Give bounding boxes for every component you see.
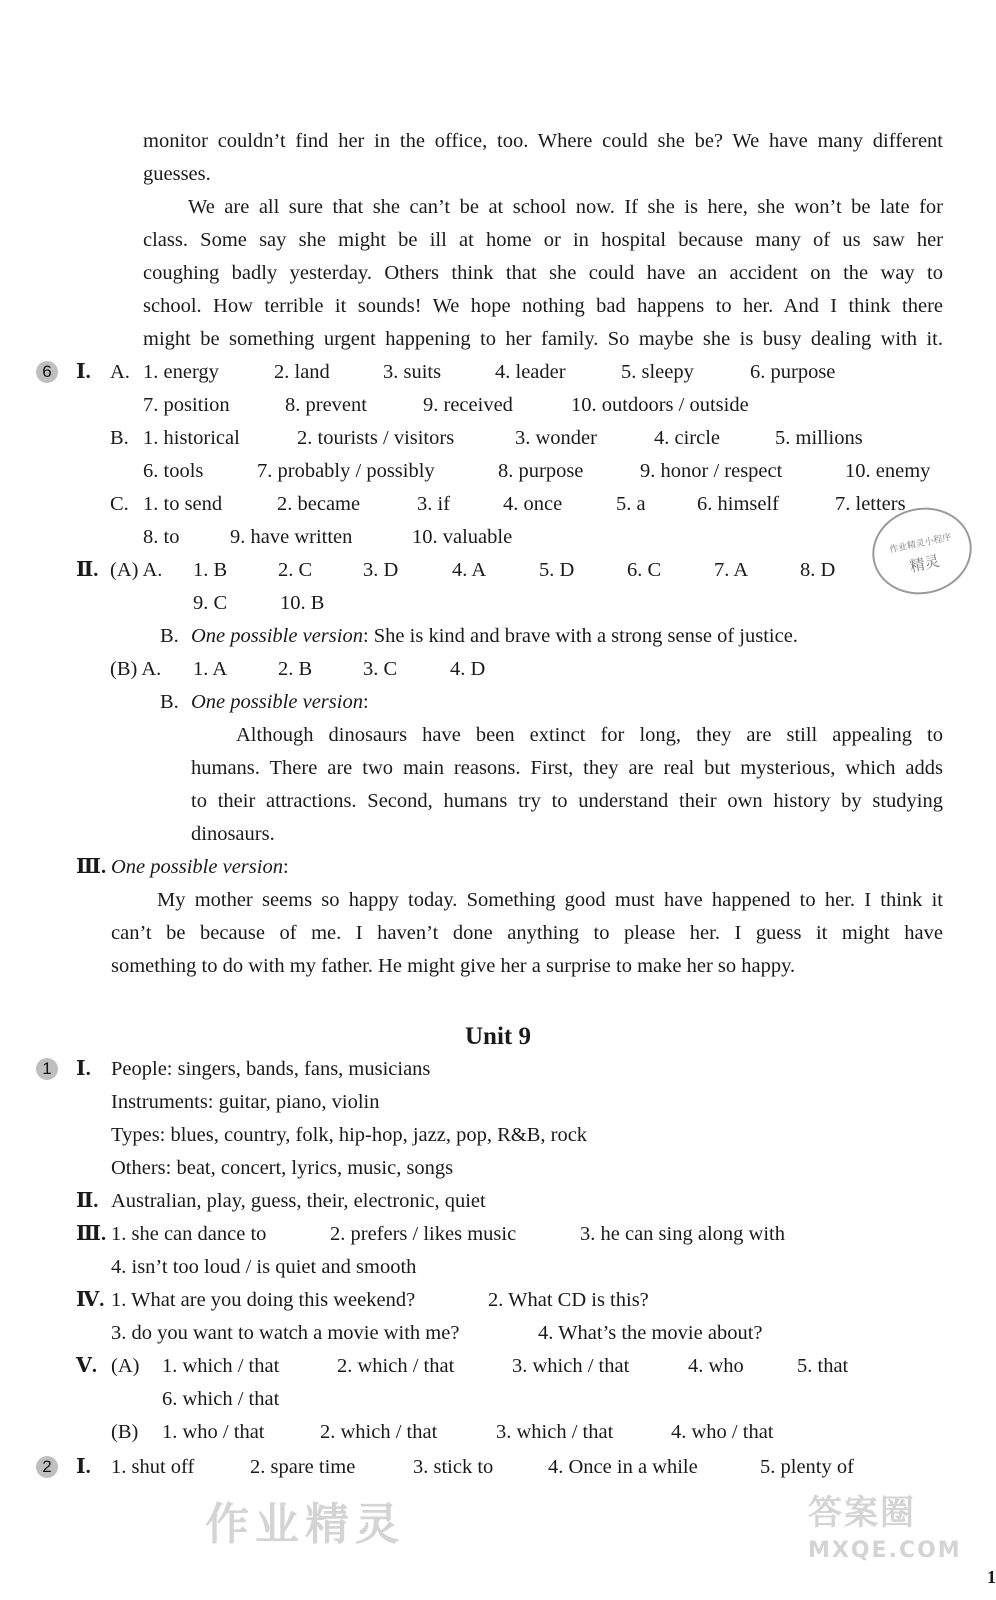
answer-item: 3. stick to xyxy=(413,1456,494,1478)
answer-item: 3. D xyxy=(363,559,399,581)
answer-item: 9. C xyxy=(193,592,228,614)
watermark: MXQE.COM xyxy=(808,1538,962,1563)
answer-item: 10. valuable xyxy=(412,526,513,548)
answer-item: 1. who / that xyxy=(162,1421,265,1443)
part-label: B. xyxy=(160,691,179,713)
answer-item: 1. What are you doing this weekend? xyxy=(111,1289,416,1311)
answer-item: 2. What CD is this? xyxy=(488,1289,649,1311)
sample-line: to their attractions. Second, humans try to understand their own history by studying xyxy=(191,790,943,812)
sample-answer-heading: One possible version: xyxy=(111,856,289,878)
roman-label: Ⅰ. xyxy=(76,1058,91,1080)
answer-item: 1. she can dance to xyxy=(111,1223,267,1245)
answer-item: 3. if xyxy=(417,493,451,515)
answer-item: 2. C xyxy=(278,559,313,581)
seal-stamp: 作业精灵小程序 精灵 xyxy=(864,499,980,604)
passage-line: might be something urgent happening to her family. So maybe she is busy dealing with it. xyxy=(143,328,943,350)
passage-line: monitor couldn’t find her in the office, too. Where could she be? We have many different xyxy=(143,130,943,152)
answer-item: 2. spare time xyxy=(250,1456,356,1478)
answer-item: 2. became xyxy=(277,493,361,515)
answer-item: 5. plenty of xyxy=(760,1456,854,1478)
answer-item: 4. D xyxy=(450,658,486,680)
answer-item: 2. tourists / visitors xyxy=(297,427,455,449)
answer-item: 10. B xyxy=(280,592,325,614)
answer-item: 6. himself xyxy=(697,493,779,515)
answer-item: 1. which / that xyxy=(162,1355,280,1377)
watermark: 答案圈 xyxy=(808,1493,916,1533)
answer-item: 6. purpose xyxy=(750,361,836,383)
answer-item: 4. circle xyxy=(654,427,721,449)
sample-line: something to do with my father. He might give her a surprise to make her so happy. xyxy=(111,955,796,977)
answer-item: 4. leader xyxy=(495,361,566,383)
section-marker: 1 xyxy=(36,1058,58,1080)
answer-item: 1. A xyxy=(193,658,228,680)
watermark: 作业精灵 xyxy=(205,1499,405,1550)
answer-item: 3. which / that xyxy=(512,1355,630,1377)
answer-item: 10. outdoors / outside xyxy=(571,394,749,416)
answer-item: 6. which / that xyxy=(162,1388,280,1410)
answer-line: People: singers, bands, fans, musicians xyxy=(111,1058,431,1080)
answer-item: 9. have written xyxy=(230,526,353,548)
answer-item: 8. to xyxy=(143,526,180,548)
answer-line: Types: blues, country, folk, hip-hop, jazz, pop, R&B, rock xyxy=(111,1124,588,1146)
answer-item: 5. a xyxy=(616,493,646,515)
answer-item: 4. who xyxy=(688,1355,744,1377)
answer-item: 1. shut off xyxy=(111,1456,195,1478)
answer-item: 10. enemy xyxy=(845,460,931,482)
answer-item: 3. do you want to watch a movie with me? xyxy=(111,1322,460,1344)
roman-label: Ⅰ. xyxy=(76,361,91,383)
answer-item: 1. historical xyxy=(143,427,240,449)
answer-item: 5. that xyxy=(797,1355,849,1377)
sample-answer-heading: One possible version: xyxy=(191,691,369,713)
answer-item: 9. honor / respect xyxy=(640,460,783,482)
answer-item: 2. B xyxy=(278,658,313,680)
sample-line: can’t be because of me. I haven’t done anything to please her. I guess it might have xyxy=(111,922,943,944)
part-label: (B) xyxy=(111,1421,139,1443)
passage-line: coughing badly yesterday. Others think that she could have an accident on the way to xyxy=(143,262,943,284)
answer-item: 7. position xyxy=(143,394,230,416)
answer-item: 5. D xyxy=(539,559,575,581)
answer-item: 3. which / that xyxy=(496,1421,614,1443)
roman-label: Ⅲ. xyxy=(76,1223,107,1245)
answer-item: 3. wonder xyxy=(515,427,597,449)
sample-line: dinosaurs. xyxy=(191,823,275,845)
roman-label: Ⅱ. xyxy=(76,559,99,581)
answer-item: 4. What’s the movie about? xyxy=(538,1322,763,1344)
answer-item: 9. received xyxy=(423,394,513,416)
passage-line: We are all sure that she can’t be at school now. If she is here, she won’t be late for xyxy=(188,196,943,218)
section-marker: 6 xyxy=(36,361,58,383)
answer-item: 8. prevent xyxy=(285,394,367,416)
part-label: A. xyxy=(110,361,130,383)
part-label: (A) A. xyxy=(110,559,163,581)
sample-line: Although dinosaurs have been extinct for long, they are still appealing to xyxy=(236,724,943,746)
answer-item: 2. prefers / likes music xyxy=(330,1223,517,1245)
answer-item: 1. B xyxy=(193,559,228,581)
section-marker: 2 xyxy=(36,1456,58,1478)
sample-answer: One possible version: She is kind and brave with a strong sense of justice. xyxy=(191,625,798,647)
sample-line: My mother seems so happy today. Something good must have happened to her. I think it xyxy=(157,889,943,911)
part-label: C. xyxy=(110,493,129,515)
roman-label: Ⅲ. xyxy=(76,856,107,878)
answer-item: 1. energy xyxy=(143,361,219,383)
part-label: B. xyxy=(110,427,129,449)
part-label: (A) xyxy=(111,1355,140,1377)
answer-item: 3. C xyxy=(363,658,398,680)
answer-item: 7. letters xyxy=(835,493,906,515)
answer-line: Australian, play, guess, their, electronic, quiet xyxy=(111,1190,486,1212)
unit-title: Unit 9 xyxy=(465,1023,531,1050)
passage-line: school. How terrible it sounds! We hope nothing bad happens to her. And I think there xyxy=(143,295,943,317)
passage-line: class. Some say she might be ill at home or in hospital because many of us saw her xyxy=(143,229,943,251)
answer-item: 3. he can sing along with xyxy=(580,1223,785,1245)
page-number: 1 xyxy=(987,1567,996,1587)
answer-item: 2. which / that xyxy=(337,1355,455,1377)
answer-item: 7. A xyxy=(714,559,749,581)
answer-item: 5. sleepy xyxy=(621,361,694,383)
roman-label: Ⅰ. xyxy=(76,1456,91,1478)
answer-item: 2. which / that xyxy=(320,1421,438,1443)
answer-item: 4. who / that xyxy=(671,1421,774,1443)
answer-item: 4. isn’t too loud / is quiet and smooth xyxy=(111,1256,417,1278)
answer-item: 4. A xyxy=(452,559,487,581)
answer-item: 3. suits xyxy=(383,361,442,383)
answer-item: 6. tools xyxy=(143,460,204,482)
sample-line: humans. There are two main reasons. First, they are real but mysterious, which adds xyxy=(191,757,943,779)
part-label: (B) A. xyxy=(110,658,162,680)
answer-item: 8. purpose xyxy=(498,460,584,482)
answer-item: 5. millions xyxy=(775,427,863,449)
part-label: B. xyxy=(160,625,179,647)
answer-item: 4. once xyxy=(503,493,563,515)
answer-item: 6. C xyxy=(627,559,662,581)
answer-item: 7. probably / possibly xyxy=(257,460,435,482)
answer-item: 2. land xyxy=(274,361,330,383)
passage-line: guesses. xyxy=(143,163,211,185)
roman-label: Ⅴ. xyxy=(76,1355,98,1377)
answer-line: Instruments: guitar, piano, violin xyxy=(111,1091,380,1113)
answer-item: 4. Once in a while xyxy=(548,1456,698,1478)
roman-label: Ⅱ. xyxy=(76,1190,99,1212)
answer-line: Others: beat, concert, lyrics, music, songs xyxy=(111,1157,454,1179)
roman-label: Ⅳ. xyxy=(76,1289,105,1311)
answer-item: 1. to send xyxy=(143,493,223,515)
answer-item: 8. D xyxy=(800,559,836,581)
